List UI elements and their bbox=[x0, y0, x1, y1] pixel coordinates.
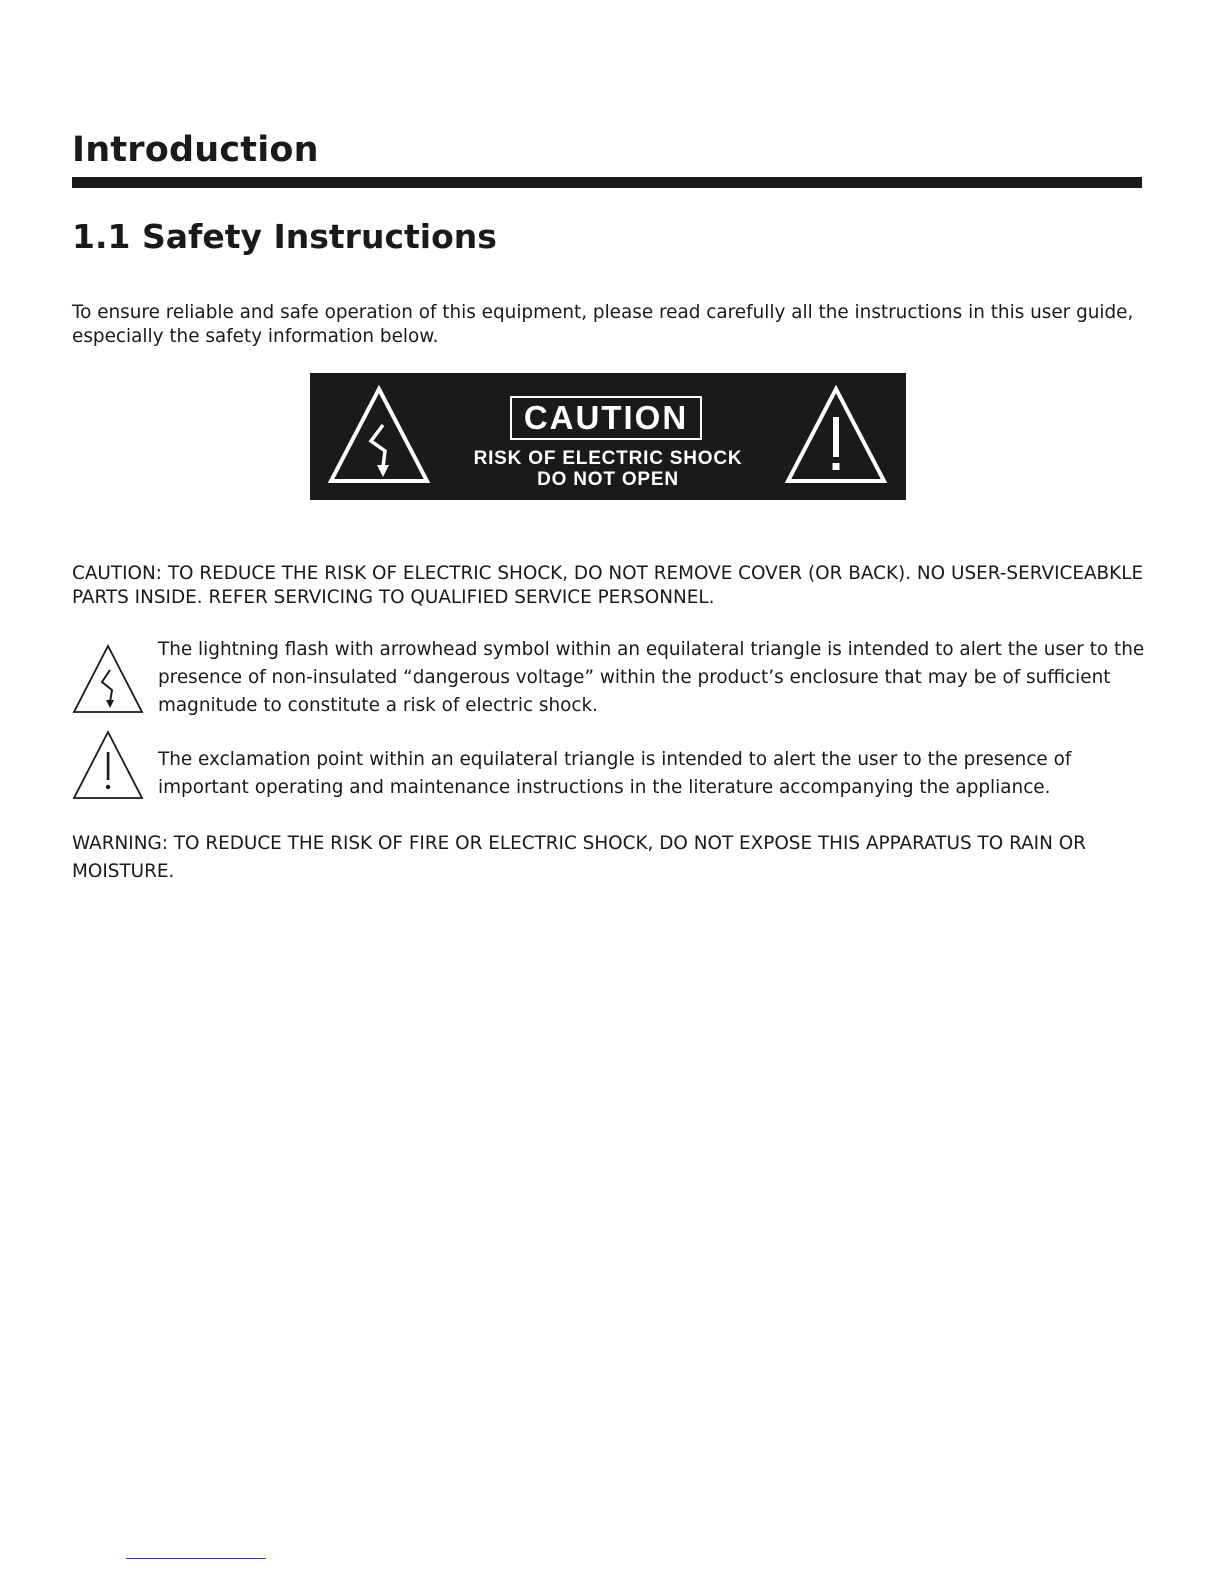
footer-rule bbox=[126, 1558, 266, 1559]
banner-do-not-open-line: DO NOT OPEN bbox=[537, 469, 679, 490]
page-title: Introduction bbox=[72, 130, 319, 170]
title-divider bbox=[72, 177, 1142, 188]
exclamation-triangle-icon bbox=[784, 385, 888, 485]
lightning-triangle-icon bbox=[327, 385, 431, 485]
caution-statement: CAUTION: TO REDUCE THE RISK OF ELECTRIC SHOCK, DO NOT REMOVE COVER (OR BACK). NO USER-SERVICEABKLE PARTS INSIDE. REFER SERVICING TO QUALIFIED SERVICE PERSONNEL. bbox=[72, 563, 1144, 608]
caution-banner bbox=[310, 373, 906, 500]
section-heading: 1.1 Safety Instructions bbox=[72, 217, 497, 256]
warning-statement: WARNING: TO REDUCE THE RISK OF FIRE OR ELECTRIC SHOCK, DO NOT EXPOSE THIS APPARATUS TO RAIN OR MOISTURE. bbox=[72, 833, 1086, 882]
exclamation-symbol-explanation bbox=[72, 746, 1152, 806]
exclamation-triangle-icon bbox=[72, 730, 144, 800]
lightning-triangle-icon bbox=[72, 644, 144, 714]
lightning-symbol-text: The lightning flash with arrowhead symbol within an equilateral triangle is intended to alert the user to the presence of non-insulated “dangerous voltage” within the product’s enclosure that may be of sufficient magnitude to constitute a risk of electric shock. bbox=[158, 639, 1145, 716]
intro-paragraph: To ensure reliable and safe operation of this equipment, please read carefully all the instructions in this user guide, especially the safety information below. bbox=[72, 302, 1134, 347]
exclamation-symbol-text: The exclamation point within an equilateral triangle is intended to alert the user to the presence of important operating and maintenance instructions in the literature accompanying the appliance. bbox=[158, 749, 1072, 798]
lightning-symbol-explanation bbox=[72, 636, 1152, 726]
banner-risk-line: RISK OF ELECTRIC SHOCK bbox=[473, 448, 743, 469]
caution-word: CAUTION bbox=[510, 396, 702, 440]
